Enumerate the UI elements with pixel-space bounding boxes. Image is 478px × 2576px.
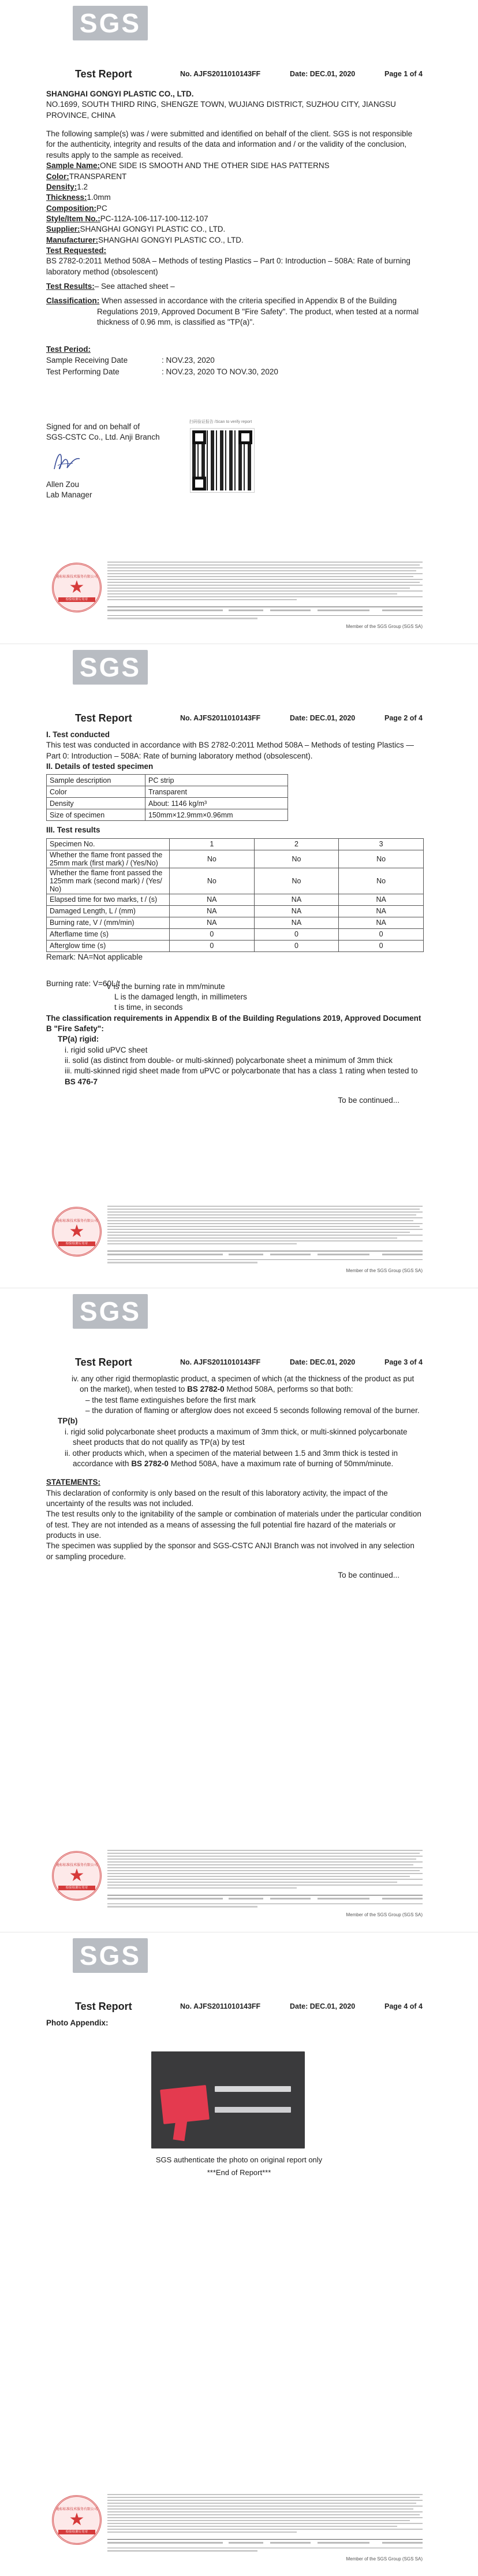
page-number: Page 1 of 4 <box>384 70 423 78</box>
continued-note: To be continued... <box>338 1571 399 1580</box>
sgs-logo: SGS <box>73 6 148 40</box>
report-header <box>52 2001 423 2012</box>
test-requested-label: Test Requested: <box>46 246 107 255</box>
contact-bar <box>107 2539 423 2548</box>
performing-date-value: : NOV.23, 2020 TO NOV.30, 2020 <box>162 367 278 377</box>
section-test-conducted: I. Test conducted <box>46 730 110 739</box>
report-number: No. AJFS2011010143FF <box>180 2002 261 2010</box>
page-1-content <box>46 89 423 378</box>
page-4-content <box>46 2018 423 2028</box>
photo-caption: SGS authenticate the photo on original report only <box>155 2155 323 2164</box>
tpa-item-i: i. rigid solid uPVC sheet <box>65 1045 148 1054</box>
table-row: Whether the flame front passed the 25mm mark (first mark) / (Yes/No) No No No <box>47 850 424 868</box>
contact-bar <box>107 607 423 616</box>
test-period-dates <box>46 355 423 378</box>
table-row: Color Transparent <box>47 786 288 798</box>
performing-date-label: Test Performing Date <box>46 367 120 377</box>
specimen-table <box>46 774 288 821</box>
member-note: Member of the SGS Group (SGS SA) <box>346 2556 423 2562</box>
tpa-item-iv: iv. any other rigid thermoplastic product, a specimen of which (at the thickness of the product as put on the market), when tested to BS 2782-0 Method 508A, performs so that both: <box>72 1374 414 1394</box>
statement-2: The test results only to the ignitability of the sample or combination of materials under the particular condition of test. They are not intended as a means of assessing the full potential fire hazard of the materials or products in use. <box>46 1510 421 1540</box>
tpa-item-iii: iii. multi-skinned rigid sheet made from uPVC or polycarbonate that has a class 1 rating when tested to BS 476-7 <box>65 1066 418 1086</box>
tpb-item-ii: ii. other products which, when a specimen of the material between 1.5 and 3mm thick is tested in accordance with BS 2782-0 Method 508A, have a maximum rate of burning of 50mm/minute. <box>65 1448 398 1468</box>
v-definition: V is the burning rate in mm/minute <box>106 982 225 991</box>
field-color: Color: TRANSPARENT <box>46 172 127 181</box>
star-icon: ★ <box>69 577 85 597</box>
member-note: Member of the SGS Group (SGS SA) <box>346 624 423 629</box>
table-row: Density About: 1146 kg/m³ <box>47 798 288 809</box>
end-of-report: ***End of Report*** <box>207 2168 271 2177</box>
star-icon: ★ <box>69 1221 85 1241</box>
section-specimen-details: II. Details of tested specimen <box>46 762 154 771</box>
signature-image <box>50 446 84 475</box>
table-row: Whether the flame front passed the 125mm mark (second mark) / (Yes/ No) No No No <box>47 868 424 894</box>
sgs-logo: SGS <box>73 1294 148 1329</box>
report-number: No. AJFS2011010143FF <box>180 70 261 78</box>
report-footer <box>52 1206 423 1273</box>
test-period-label: Test Period: <box>46 344 91 354</box>
remark-text: Remark: NA=Not applicable <box>46 952 143 961</box>
tpa-iv-condition-1: – the test flame extinguishes before the first mark <box>85 1395 256 1404</box>
report-header <box>52 68 423 80</box>
table-row: Afterglow time (s) 0 0 0 <box>47 940 424 951</box>
report-number: No. AJFS2011010143FF <box>180 714 261 722</box>
test-requested-text: BS 2782-0:2011 Method 508A – Methods of testing Plastics – Part 0: Introduction – 508A: Rate of burning laboratory method (obsolescent) <box>46 257 410 276</box>
client-company: SHANGHAI GONGYI PLASTIC CO., LTD. <box>46 90 194 98</box>
disclaimer-text <box>107 2494 423 2534</box>
report-date: Date: DEC.01, 2020 <box>290 2002 356 2010</box>
tpb-title: TP(b) <box>58 1417 78 1426</box>
signer-title: Lab Manager <box>46 490 92 500</box>
l-definition: L is the damaged length, in millimeters <box>114 992 247 1001</box>
report-title: Test Report <box>75 712 132 724</box>
report-title: Test Report <box>75 68 132 80</box>
tpa-item-ii: ii. solid (as distinct from double- or multi-skinned) polycarbonate sheet a minimum of 3mm thick <box>65 1056 393 1065</box>
receiving-date-value: : NOV.23, 2020 <box>162 355 215 365</box>
field-supplier: Supplier: SHANGHAI GONGYI PLASTIC CO., LTD. <box>46 225 226 234</box>
sample-photo <box>151 2051 305 2148</box>
receiving-date-label: Sample Receiving Date <box>46 355 128 365</box>
official-seal: 通标标准技术服务有限公司 ★ 检验检测专用章 <box>52 563 102 612</box>
tpb-item-i: i. rigid solid polycarbonate sheet products a maximum of 3mm thick, or multi-skinned polycarbonate sheet products that do not qualify as TP(a) by test <box>65 1427 408 1447</box>
contact-bar <box>107 1251 423 1260</box>
signer-name: Allen Zou <box>46 480 80 489</box>
sgs-logo: SGS <box>73 650 148 685</box>
report-page-3 <box>0 1288 478 1932</box>
statement-1: This declaration of conformity is only based on the result of this laboratory activity, the impact of the uncertainty of the results was not included. <box>46 1488 388 1508</box>
contact-bar-cn <box>107 2548 423 2554</box>
official-seal: 通标标准技术服务有限公司 ★ 检验检测专用章 <box>52 1851 102 1901</box>
report-date: Date: DEC.01, 2020 <box>290 70 356 78</box>
report-footer <box>52 2494 423 2562</box>
test-results-line: Test Results: – See attached sheet – <box>46 282 175 291</box>
page-number: Page 2 of 4 <box>384 714 423 722</box>
signed-block: Signed for and on behalf of SGS-CSTC Co., Ltd. Anji Branch <box>46 422 160 442</box>
star-icon: ★ <box>69 1865 85 1885</box>
continued-note: To be continued... <box>338 1096 399 1105</box>
statement-3: The specimen was supplied by the sponsor and SGS-CSTC ANJI Branch was not involved in any selection or sampling procedure. <box>46 1541 414 1561</box>
report-header <box>52 1356 423 1368</box>
page-number: Page 3 of 4 <box>384 1358 423 1366</box>
disclaimer-text <box>107 1850 423 1890</box>
classification-requirements-title: The classification requirements in Appendix B of the Building Regulations 2019, Approved Document B "Fire Safety": <box>46 1013 421 1033</box>
report-page-4 <box>0 1932 478 2576</box>
page-3-content <box>46 1374 423 1581</box>
table-row: Damaged Length, L / (mm) NA NA NA <box>47 905 424 917</box>
official-seal: 通标标准技术服务有限公司 ★ 检验检测专用章 <box>52 2495 102 2545</box>
report-page-2 <box>0 644 478 1288</box>
table-row: Sample description PC strip <box>47 775 288 786</box>
statements-title: STATEMENTS: <box>46 1478 100 1487</box>
section-test-results: III. Test results <box>46 826 100 835</box>
qr-caption: 扫码验证报告 /Scan to verify report <box>189 420 252 424</box>
contact-bar <box>107 1895 423 1904</box>
report-date: Date: DEC.01, 2020 <box>290 714 356 722</box>
report-page-1 <box>0 0 478 644</box>
contact-bar-cn <box>107 616 423 622</box>
disclaimer-text <box>107 1206 423 1246</box>
official-seal: 通标标准技术服务有限公司 ★ 检验检测专用章 <box>52 1207 102 1257</box>
burning-rate-formula: Burning rate: V=60L/t <box>46 979 120 988</box>
intro-paragraph: The following sample(s) was / were submitted and identified on behalf of the client. SGS is not responsible for the authenticity, integrity and results of the data and information and / or the validity of the conclusion, results apply to the sample as received. <box>46 129 413 159</box>
page-number: Page 4 of 4 <box>384 2002 423 2010</box>
star-icon: ★ <box>69 2510 85 2529</box>
page-2-content <box>46 730 423 1106</box>
contact-bar-cn <box>107 1260 423 1266</box>
field-composition: Composition: PC <box>46 203 107 213</box>
field-manufacturer: Manufacturer: SHANGHAI GONGYI PLASTIC CO., LTD. <box>46 235 244 244</box>
table-row: Size of specimen 150mm×12.9mm×0.96mm <box>47 809 288 821</box>
tpa-iv-condition-2: – the duration of flaming or afterglow does not exceed 5 seconds following removal of the burner. <box>85 1406 420 1415</box>
table-row: Elapsed time for two marks, t / (s) NA NA NA <box>47 894 424 905</box>
table-row: Burning rate, V / (mm/min) NA NA NA <box>47 917 424 928</box>
photo-appendix-title: Photo Appendix: <box>46 2019 109 2027</box>
tpa-title: TP(a) rigid: <box>58 1035 99 1044</box>
qr-code[interactable] <box>191 429 254 492</box>
report-date: Date: DEC.01, 2020 <box>290 1358 356 1366</box>
field-style-item-no: Style/Item No.: PC-112A-106-117-100-112-107 <box>46 214 208 223</box>
report-footer <box>52 1850 423 1917</box>
member-note: Member of the SGS Group (SGS SA) <box>346 1268 423 1273</box>
table-header-row: Specimen No. 1 2 3 <box>47 838 424 850</box>
test-conducted-text: This test was conducted in accordance with BS 2782-0:2011 Method 508A – Methods of testing Plastics —Part 0: Introduction – 508A: Rate of burning laboratory method (obsolescent). <box>46 741 414 760</box>
member-note: Member of the SGS Group (SGS SA) <box>346 1912 423 1917</box>
disclaimer-text <box>107 562 423 602</box>
report-title: Test Report <box>75 2001 132 2012</box>
report-footer <box>52 562 423 629</box>
t-definition: t is time, in seconds <box>114 1003 183 1012</box>
results-table <box>46 838 424 952</box>
signer-block <box>46 479 92 501</box>
field-density: Density: 1.2 <box>46 182 88 191</box>
contact-bar-cn <box>107 1904 423 1910</box>
report-title: Test Report <box>75 1356 132 1368</box>
classification-line: Classification: When assessed in accordance with the criteria specified in Appendix B of the Building Regulations 2019, Approved Document B "Fire Safety". The product, when tested at a normal thickness of 0.96 mm, is classified as "TP(a)". <box>46 296 419 327</box>
report-number: No. AJFS2011010143FF <box>180 1358 261 1366</box>
field-thickness: Thickness: 1.0mm <box>46 193 111 202</box>
report-header <box>52 712 423 724</box>
field-sample-name: Sample Name: ONE SIDE IS SMOOTH AND THE OTHER SIDE HAS PATTERNS <box>46 161 330 170</box>
sgs-logo: SGS <box>73 1938 148 1973</box>
client-address: NO.1699, SOUTH THIRD RING, SHENGZE TOWN, WUJIANG DISTRICT, SUZHOU CITY, JIANGSU PROVINCE, CHINA <box>46 100 396 120</box>
table-row: Afterflame time (s) 0 0 0 <box>47 928 424 940</box>
